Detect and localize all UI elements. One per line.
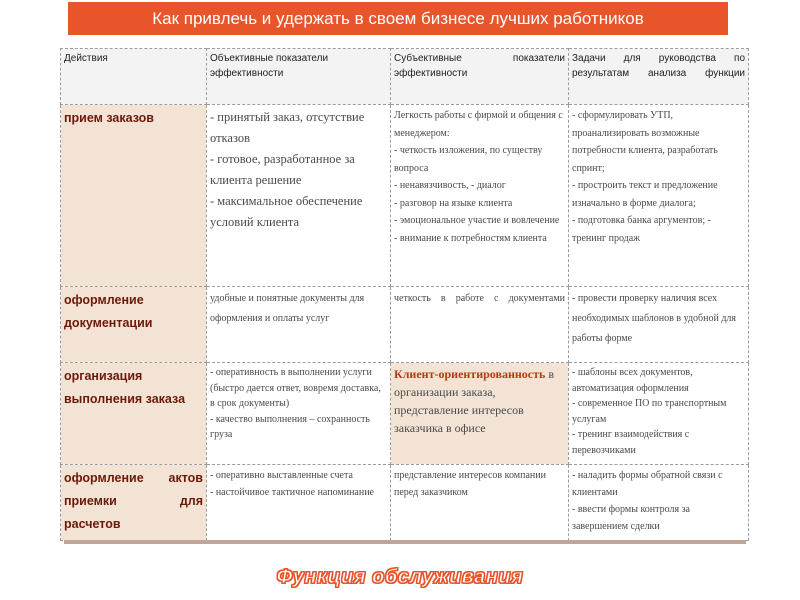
subjective-line: - внимание к потребностям клиента (394, 232, 547, 244)
objective-line: - принятый заказ, отсутствие отказов (210, 110, 365, 145)
table-row (61, 363, 749, 465)
task-line: - провести проверку наличия всех необходимых шаблонов в удобной для работы форме (572, 293, 737, 344)
task-line: - сформулировать УТП, проанализировать возможные потребности клиента, разработать спринт; (572, 110, 718, 174)
subjective-line: представление интересов компании перед заказчиком (394, 470, 546, 498)
subjective-line: четкость в работе с документами (394, 293, 565, 304)
client-orientation-highlight: Клиент-ориентированность (394, 367, 546, 381)
tasks-cell (569, 287, 749, 363)
task-line: - современное ПО по транспортным услугам (572, 398, 727, 425)
subjective-cell (391, 105, 569, 287)
header-objective: Объективные показатели эффективности (207, 49, 391, 105)
tasks-cell (569, 363, 749, 465)
table-header-row (61, 49, 749, 105)
header-tasks: Задачи для руководства по результатам анализа функции (569, 49, 749, 105)
subjective-line: - четкость изложения, по существу вопроса (394, 145, 543, 174)
subjective-cell (391, 465, 569, 541)
subjective-text: в организации заказа, представление интересов заказчика в офисе (394, 367, 555, 435)
subjective-line: Легкость работы с фирмой и общения с менеджером: (394, 110, 563, 139)
header-actions: Действия (61, 49, 207, 105)
action-cell: оформление документации (61, 287, 207, 363)
tasks-cell (569, 465, 749, 541)
task-line: - наладить формы обратной связи с клиентами (572, 470, 723, 498)
objective-line: - оперативно выставленные счета (210, 470, 353, 481)
table-bottom-rule (64, 540, 746, 544)
objective-cell (207, 363, 391, 465)
objective-cell (207, 105, 391, 287)
objective-cell (207, 465, 391, 541)
task-line: - тренинг взаимодействия с перевозчиками (572, 429, 690, 456)
slide-title: Как привлечь и удержать в своем бизнесе лучших работников (68, 2, 728, 35)
task-line: - ввести формы контроля за завершением сделки (572, 504, 690, 532)
tasks-cell (569, 105, 749, 287)
subjective-line: - разговор на языке клиента (394, 197, 513, 209)
header-subjective: Субъективные показатели эффективности (391, 49, 569, 105)
table-row (61, 287, 749, 363)
table-row (61, 465, 749, 541)
functions-table (60, 48, 748, 541)
table-row (61, 105, 749, 287)
action-cell: прием заказов (61, 105, 207, 287)
objective-line: - настойчивое тактичное напоминание (210, 487, 374, 498)
task-line: - шаблоны всех документов, автоматизация оформления (572, 367, 693, 394)
objective-line: - готовое, разработанное за клиента решение (210, 152, 355, 187)
footer-caption: Функция обслуживания (276, 566, 524, 588)
subjective-cell (391, 363, 569, 465)
subjective-line: - ненавязчивость, - диалог (394, 180, 506, 191)
action-cell: организация выполнения заказа (61, 363, 207, 465)
objective-line: удобные и понятные документы для оформления и оплаты услуг (210, 293, 365, 324)
subjective-cell (391, 287, 569, 363)
objective-line: - оперативность в выполнении услуги (быстро дается ответ, вовремя доставка, в срок документы) (210, 367, 381, 409)
subjective-line: - эмоциональное участие и вовлечение (394, 215, 560, 226)
action-cell: оформление актов приемки для расчетов (61, 465, 207, 541)
task-line: - подготовка банка аргументов; - тренинг продаж (572, 215, 711, 244)
objective-cell (207, 287, 391, 363)
task-line: - прострoить текст и предложение изначально в форме диалога; (572, 180, 718, 209)
objective-line: - максимальное обеспечение условий клиента (210, 194, 363, 229)
objective-line: - качество выполнения – сохранность груза (210, 413, 370, 440)
